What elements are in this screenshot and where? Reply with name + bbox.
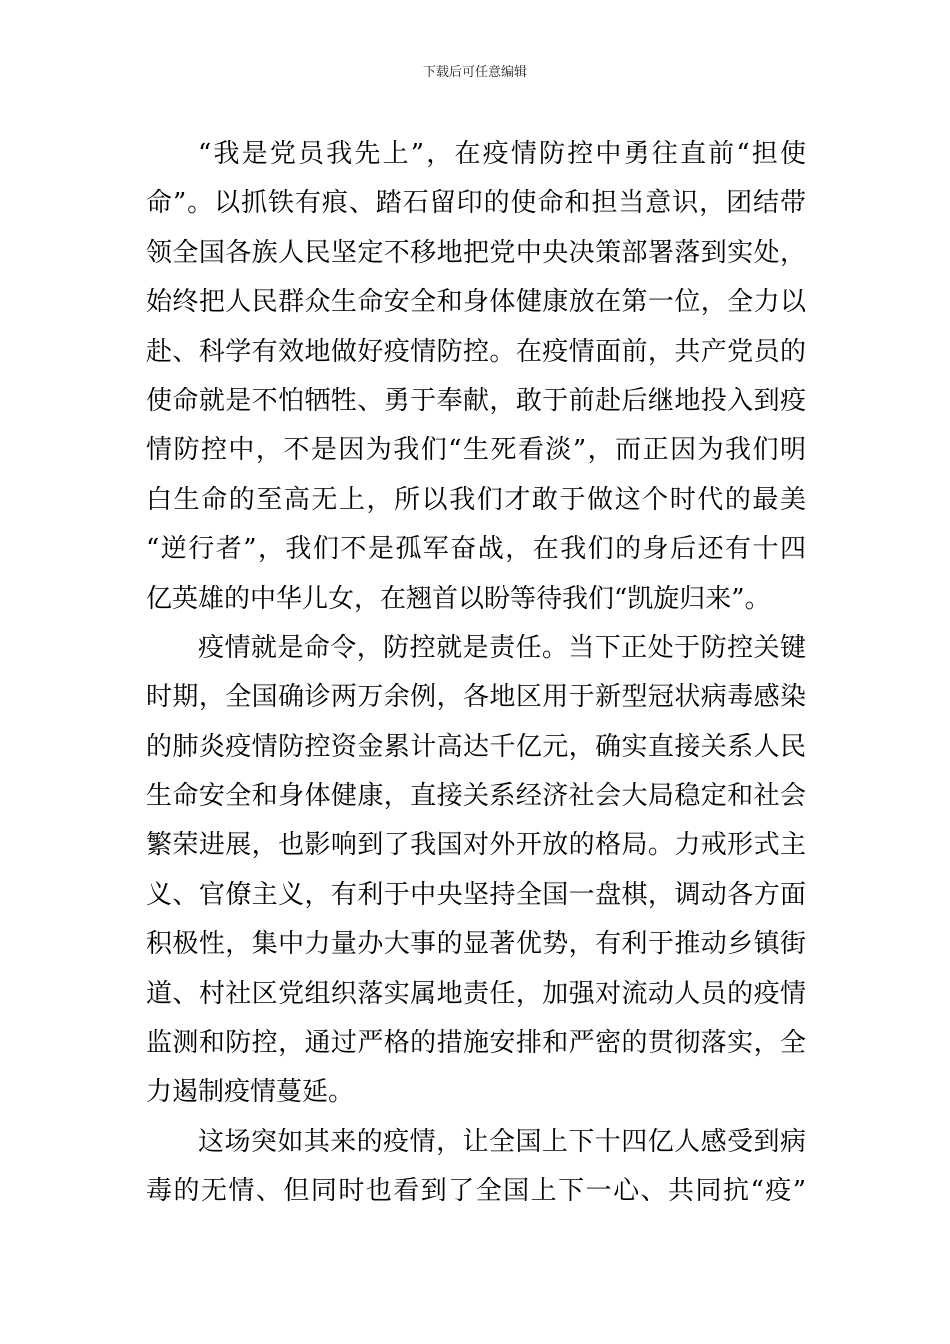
text-line: 这场突如其来的疫情，让全国上下十四亿人感受到病: [198, 1126, 806, 1157]
text-line: 赴、科学有效地做好疫情防控。在疫情面前，共产党员的: [146, 336, 806, 367]
body-text: [146, 130, 806, 1217]
text-line: 命”。以抓铁有痕、踏石留印的使命和担当意识，团结带: [146, 188, 806, 219]
text-line: 监测和防控，通过严格的措施安排和严密的贯彻落实，全: [146, 1028, 806, 1059]
text-line: 积极性，集中力量办大事的显著优势，有利于推动乡镇街: [146, 929, 806, 960]
text-line: 毒的无情、但同时也看到了全国上下一心、共同抗“疫”: [146, 1176, 806, 1207]
text-line: 领全国各族人民坚定不移地把党中央决策部署落到实处，: [146, 237, 806, 268]
text-line: 繁荣进展，也影响到了我国对外开放的格局。力戒形式主: [146, 830, 806, 861]
text-line: 疫情就是命令，防控就是责任。当下正处于防控关键: [198, 632, 806, 663]
text-line: 白生命的至高无上，所以我们才敢于做这个时代的最美: [146, 484, 806, 515]
text-line: “逆行者”，我们不是孤军奋战，在我们的身后还有十四: [146, 534, 806, 565]
text-line: 情防控中，不是因为我们“生死看淡”，而正因为我们明: [146, 435, 806, 466]
page-header: 下载后可任意编辑: [422, 65, 527, 80]
text-line: 时期，全国确诊两万余例，各地区用于新型冠状病毒感染: [146, 682, 806, 713]
text-line: “我是党员我先上”，在疫情防控中勇往直前“担使: [198, 139, 806, 169]
text-line: 使命就是不怕牺牲、勇于奉献，敢于前赴后继地投入到疫: [146, 385, 806, 416]
text-line: 的肺炎疫情防控资金累计高达千亿元，确实直接关系人民: [146, 731, 806, 762]
text-line: 义、官僚主义，有利于中央坚持全国一盘棋，调动各方面: [146, 879, 806, 910]
text-line: 始终把人民群众生命安全和身体健康放在第一位，全力以: [146, 287, 806, 318]
text-line: 道、村社区党组织落实属地责任，加强对流动人员的疫情: [146, 978, 806, 1009]
text-line: 生命安全和身体健康，直接关系经济社会大局稳定和社会: [146, 781, 806, 812]
text-line: 亿英雄的中华儿女，在翘首以盼等待我们“凯旋归来”。: [146, 583, 771, 614]
text-line: 力遏制疫情蔓延。: [146, 1077, 355, 1108]
